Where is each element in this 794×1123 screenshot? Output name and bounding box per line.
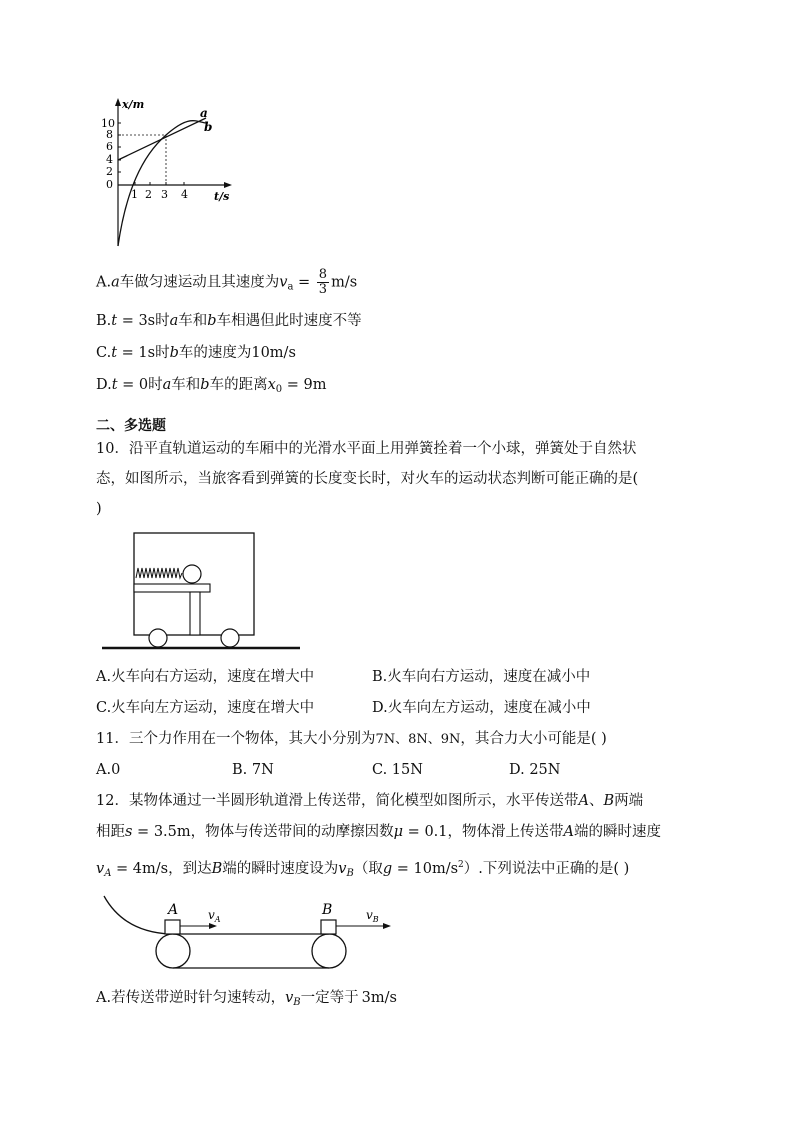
- y-tick-2: 2: [106, 165, 113, 178]
- q10-option-c: C.火车向左方运动，速度在增大中: [96, 700, 315, 716]
- label-point-b: B: [322, 902, 333, 918]
- y-tick-4: 4: [106, 153, 113, 166]
- q10-option-a: A.火车向右方运动，速度在增大中: [96, 669, 315, 685]
- x-tick-3: 3: [161, 188, 168, 201]
- semicircle-track: [104, 896, 170, 934]
- wheel-right: [221, 629, 239, 647]
- q9-option-d: D.t = 0时a车和b车的距离$x_0 = 9m$: [96, 377, 327, 395]
- x-axis-arrow: [224, 182, 232, 188]
- q10-option-b: B.火车向右方运动，速度在减小中: [372, 669, 591, 685]
- label-point-a: A: [168, 902, 179, 918]
- label-va: $v_A$: [208, 908, 221, 924]
- q12-option-a: A.若传送带逆时针匀速转动，$v_B$一定等于 3m/s: [96, 990, 397, 1008]
- block-b: [321, 920, 336, 934]
- q12-stem-line2: 相距s = 3.5m，物体与传送带间的动摩擦因数μ = 0.1，物体滑上传送带A端的瞬时速度: [96, 824, 661, 840]
- y-axis-arrow: [115, 98, 121, 106]
- q11-option-a: A.0: [96, 762, 121, 778]
- y-tick-10: 10: [101, 117, 115, 130]
- x-tick-2: 2: [145, 188, 152, 201]
- xt-graph: [100, 96, 240, 251]
- q11-stem: 11．三个力作用在一个物体，其大小分别为7N、8N、9N，其合力大小可能是( ): [96, 731, 607, 747]
- x-tick-4: 4: [181, 188, 188, 201]
- y-axis-label: x/m: [122, 98, 145, 111]
- block-a: [165, 920, 180, 934]
- q12-stem-line1: 12．某物体通过一半圆形轨道滑上传送带，简化模型如图所示，水平传送带A、B两端: [96, 793, 644, 809]
- wheel-left: [149, 629, 167, 647]
- table-leg: [190, 592, 200, 635]
- label-a: a: [200, 106, 208, 120]
- table-top: [134, 584, 210, 592]
- x-tick-1: 1: [131, 188, 138, 201]
- train-diagram: [100, 530, 305, 655]
- pulley-left: [156, 934, 190, 968]
- pulley-right: [312, 934, 346, 968]
- q10-stem-line3: ): [96, 501, 102, 517]
- q9-option-a: A.a车做匀速运动且其速度为$v_a$ = $\frac{8}{3}$ m/s: [96, 267, 358, 297]
- q12-stem-line3: $v_A = 4m/s$，到达B端的瞬时速度设为$v_B$（取$g = 10m/s^2$）.下列说法中正确的是( ): [96, 860, 630, 879]
- q10-option-d: D.火车向左方运动，速度在减小中: [372, 700, 591, 716]
- y-tick-6: 6: [106, 140, 113, 153]
- q9-option-b: B.t = 3s时a车和b车相遇但此时速度不等: [96, 313, 362, 329]
- y-tick-0: 0: [106, 178, 113, 191]
- x-axis-label: t/s: [214, 190, 230, 203]
- spring: [136, 568, 182, 578]
- q10-stem-line1: 10．沿平直轨道运动的车厢中的光滑水平面上用弹簧拴着一个小球，弹簧处于自然状: [96, 441, 637, 457]
- q11-option-b: B. 7N: [232, 762, 274, 778]
- label-vb: $v_B$: [366, 908, 379, 924]
- q9-option-c: C.t = 1s时b车的速度为10m/s: [96, 345, 296, 361]
- q11-option-d: D. 25N: [509, 762, 561, 778]
- q10-stem-line2: 态，如图所示，当旅客看到弹簧的长度变长时，对火车的运动状态判断可能正确的是(: [96, 471, 639, 487]
- y-tick-8: 8: [106, 128, 113, 141]
- q11-option-c: C. 15N: [372, 762, 423, 778]
- ball: [183, 565, 201, 583]
- section-title-multi-choice: 二、多选题: [96, 418, 166, 434]
- conveyor-diagram: [100, 892, 400, 974]
- fraction-8-3: $\frac{8}{3}$: [318, 267, 328, 297]
- curve-b: [118, 121, 206, 246]
- label-b: b: [204, 120, 213, 134]
